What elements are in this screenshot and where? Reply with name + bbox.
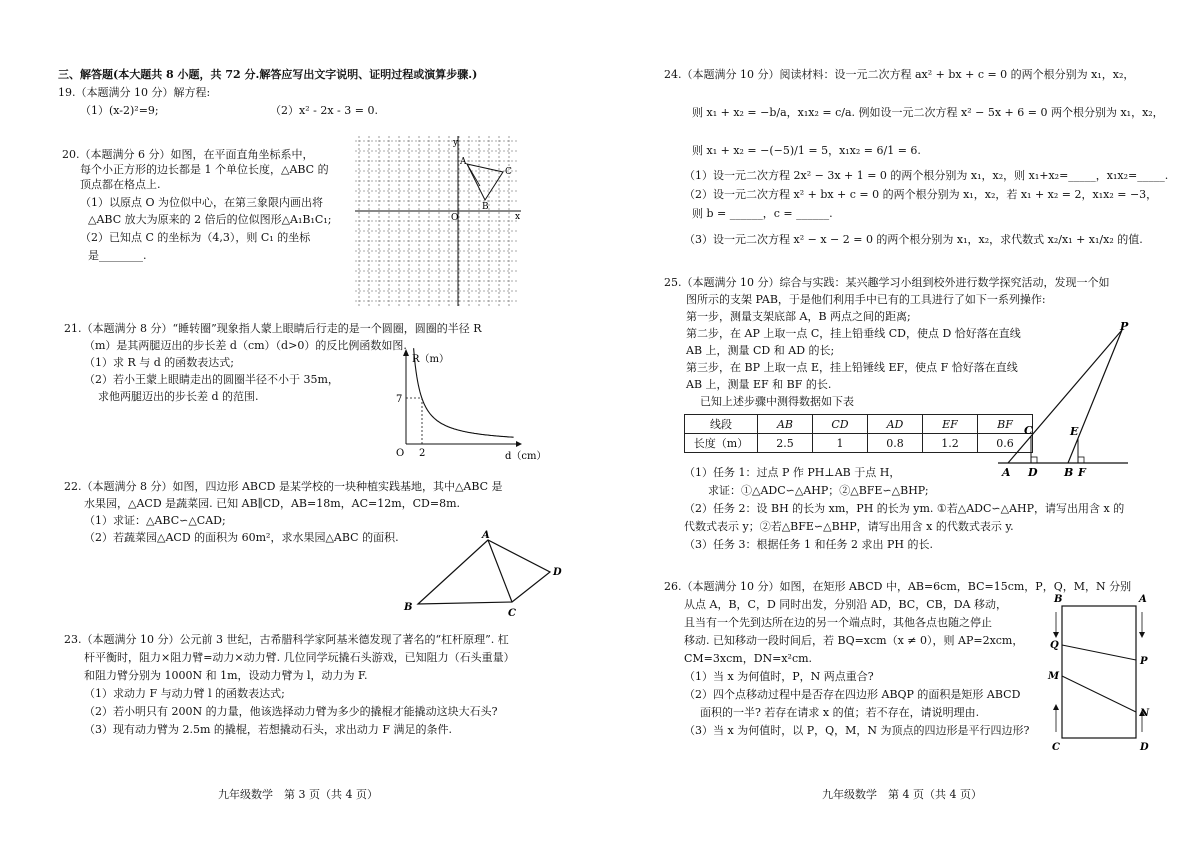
q20-grid-figure — [355, 136, 525, 308]
q20-line5: △ABC 放大为原来的 2 倍后的位似图形△A₁B₁C₁; — [88, 213, 332, 226]
q19-part2: （2）x² - 2x - 3 = 0. — [270, 104, 378, 117]
table-cell: EF — [923, 415, 978, 434]
label-b: B — [1054, 594, 1063, 605]
y-axis-label: y — [453, 138, 459, 148]
q24-line7: （3）设一元二次方程 x² − x − 2 = 0 的两个根分别为 x₁，x₂，求代数式 x₂/x₁ + x₁/x₂ 的值. — [684, 233, 1143, 246]
page-footer-4: 九年级数学 第 4 页（共 4 页） — [822, 788, 982, 801]
label-p: P — [1120, 320, 1129, 333]
q20-line4: （1）以原点 O 为位似中心，在第三象限内画出将 — [80, 196, 324, 209]
table-cell: 2.5 — [758, 434, 813, 453]
q22-line2: 水果园，△ACD 是蔬菜园. 已知 AB∥CD，AB=18m，AC=12m，CD=8m. — [84, 497, 461, 510]
origin-label: O — [451, 213, 459, 223]
table-cell: 1.2 — [923, 434, 978, 453]
label-q: Q — [1050, 640, 1059, 651]
q20-line3: 顶点都在格点上. — [80, 178, 161, 191]
point-a-label: A — [460, 157, 467, 167]
q21-line1: 21.（本题满分 8 分）“睡转圈”现象指人蒙上眼睛后行走的是一个圆圈，圆圈的半径 R — [64, 322, 482, 335]
q24-line1: 24.（本题满分 10 分）阅读材料：设一元二次方程 ax² + bx + c = 0 的两个根分别为 x₁，x₂， — [664, 68, 1135, 81]
table-cell: AB — [758, 415, 813, 434]
q25-line8: 已知上述步骤中测得数据如下表 — [700, 395, 854, 408]
q21-reciprocal-graph — [392, 344, 552, 464]
q25-support-frame — [998, 318, 1168, 478]
q25-line13: （3）任务 3：根据任务 1 和任务 2 求出 PH 的长. — [684, 538, 933, 551]
label-b: B — [404, 602, 413, 613]
diagonal-ac — [488, 540, 512, 602]
label-c: C — [508, 608, 516, 619]
q25-line2: 图所示的支架 PAB，于是他们利用手中已有的工具进行了如下一系列操作: — [686, 293, 1046, 306]
label-a: A — [1002, 466, 1011, 478]
label-d: D — [553, 567, 562, 578]
label-c: C — [1052, 742, 1060, 753]
q26-line1: 26.（本题满分 10 分）如图，在矩形 ABCD 中，AB=6cm，BC=15cm，P，Q，M，N 分别 — [664, 580, 1132, 593]
label-a: A — [1139, 594, 1147, 605]
q23-line6: （3）现有动力臂为 2.5m 的撬棍，若想撬动石头，求出动力 F 满足的条件. — [84, 723, 453, 736]
q24-line6: 则 b = ______，c = ______. — [692, 207, 833, 220]
segment-mn — [1062, 676, 1136, 712]
q26-line6: （1）当 x 为何值时，P，N 两点重合? — [684, 670, 874, 683]
r-axis-label: R（m） — [412, 354, 450, 365]
label-p: P — [1140, 656, 1148, 667]
q20-line2: 每个小正方形的边长都是 1 个单位长度，△ABC 的 — [80, 163, 329, 176]
table-header-row — [685, 415, 1033, 434]
line-bp — [1068, 330, 1122, 463]
q25-line5: AB 上，测量 CD 和 AD 的长; — [686, 344, 835, 357]
q19-title: 19.（本题满分 10 分）解方程: — [58, 86, 211, 99]
table-cell: 线段 — [685, 415, 758, 434]
q24-line2: 则 x₁ + x₂ = −b/a，x₁x₂ = c/a. 例如设一元二次方程 x² − 5x + 6 = 0 两个根分别为 x₁，x₂， — [692, 106, 1164, 119]
q26-rectangle-figure — [1046, 590, 1156, 754]
q25-line7: AB 上，测量 EF 和 BF 的长. — [686, 378, 832, 391]
q23-line4: （1）求动力 F 与动力臂 l 的函数表达式; — [84, 687, 285, 700]
table-cell: 长度（m） — [685, 434, 758, 453]
page-footer-3: 九年级数学 第 3 页（共 4 页） — [218, 788, 378, 801]
q21-line3: （1）求 R 与 d 的函数表达式; — [84, 356, 235, 369]
q23-line3: 和阻力臂分别为 1000N 和 1m，设动力臂为 l，动力为 F. — [84, 669, 368, 682]
q23-line2: 杆平衡时，阻力×阻力臂=动力×动力臂. 几位同学玩撬石头游戏，已知阻力（石头重量） — [84, 651, 515, 664]
quad-abcd — [418, 540, 550, 604]
q26-line7: （2）四个点移动过程中是否存在四边形 ABQP 的面积是矩形 ABCD — [684, 688, 1021, 701]
q25-line3: 第一步，测量支架底部 A，B 两点之间的距离; — [686, 310, 911, 323]
label-n: N — [1140, 708, 1150, 719]
q25-line4: 第二步，在 AP 上取一点 C，挂上铅垂线 CD，使点 D 恰好落在直线 — [686, 327, 1021, 340]
origin-label: O — [396, 448, 405, 459]
point-b-label: B — [482, 202, 489, 212]
q19-part1: （1）(x-2)²=9; — [80, 104, 159, 117]
q26-line5: CM=3xcm，DN=x²cm. — [684, 652, 813, 665]
label-e: E — [1070, 425, 1079, 438]
q26-line2: 从点 A，B，C，D 同时出发，分别沿 AD，BC，CB，DA 移动， — [684, 598, 1007, 611]
line-ap — [1008, 330, 1122, 463]
q25-line1: 25.（本题满分 10 分）综合与实践：某兴趣学习小组到校外进行数学探究活动，发现一个如 — [664, 276, 1110, 289]
table-row — [685, 434, 1033, 453]
q25-line12: 代数式表示 y；②若△BFE∽△BHP，请写出用含 x 的代数式表示 y. — [684, 520, 1014, 533]
q21-line5: 求他两腿迈出的步长差 d 的范围. — [98, 390, 259, 403]
triangle-abc — [467, 164, 503, 200]
q20-line1: 20.（本题满分 6 分）如图，在平面直角坐标系中， — [62, 148, 314, 161]
q23-line1: 23.（本题满分 10 分）公元前 3 世纪，古希腊科学家阿基米德发现了著名的“杠杆原理”. 杠 — [64, 633, 509, 646]
label-b: B — [1064, 466, 1074, 478]
label-d: D — [1028, 466, 1038, 478]
q22-line1: 22.（本题满分 8 分）如图，四边形 ABCD 是某学校的一块种植实践基地，其中△ABC 是 — [64, 480, 503, 493]
table-cell: 0.8 — [868, 434, 923, 453]
q26-line3: 且当有一个先到达所在边的另一个端点时，其他各点也随之停止 — [684, 616, 992, 629]
q24-line5: （2）设一元二次方程 x² + bx + c = 0 的两个根分别为 x₁，x₂，若 x₁ + x₂ = 2，x₁x₂ = −3， — [684, 188, 1158, 201]
q26-line4: 移动. 已知移动一段时间后，若 BQ=xcm（x ≠ 0），则 AP=2xcm， — [684, 634, 1024, 647]
exam-page-4 — [600, 0, 1200, 849]
table-cell: AD — [868, 415, 923, 434]
q20-line6: （2）已知点 C 的坐标为（4,3），则 C₁ 的坐标 — [80, 231, 311, 244]
q22-line3: （1）求证：△ABC∽△CAD; — [84, 514, 226, 527]
table-cell: CD — [813, 415, 868, 434]
q20-line7: 是________. — [88, 249, 147, 262]
q26-line9: （3）当 x 为何值时，以 P，Q，M，N 为顶点的四边形是平行四边形? — [684, 724, 1030, 737]
q22-quadrilateral — [398, 528, 568, 620]
section-header: 三、解答题(本大题共 8 小题，共 72 分.解答应写出文字说明、证明过程或演算步骤.) — [58, 68, 478, 81]
q25-measurement-table — [684, 414, 1033, 453]
table-cell: BF — [978, 415, 1033, 434]
d-axis-label: d（cm） — [505, 451, 547, 462]
tick-2: 2 — [419, 448, 426, 459]
q25-line11: （2）任务 2：设 BH 的长为 xm，PH 的长为 ym. ①若△ADC∽△AHP，请写出用含 x 的 — [684, 502, 1125, 515]
table-cell: 0.6 — [978, 434, 1033, 453]
q24-line3: 则 x₁ + x₂ = −(−5)/1 = 5，x₁x₂ = 6/1 = 6. — [692, 144, 921, 157]
x-axis-label: x — [515, 212, 521, 222]
tick-7: 7 — [396, 394, 403, 405]
label-c: C — [1024, 424, 1033, 437]
label-f: F — [1078, 466, 1086, 478]
label-m: M — [1048, 671, 1060, 682]
rect-abcd — [1062, 606, 1136, 738]
q25-line9: （1）任务 1：过点 P 作 PH⊥AB 于点 H， — [684, 466, 901, 479]
point-c-label: C — [505, 167, 512, 177]
q21-line2: （m）是其两腿迈出的步长差 d（cm）（d>0）的反比例函数如图. — [84, 339, 407, 352]
table-cell: 1 — [813, 434, 868, 453]
q26-line8: 面积的一半? 若存在请求 x 的值；若不存在，请说明理由. — [700, 706, 980, 719]
label-d: D — [1140, 742, 1149, 753]
q23-line5: （2）若小明只有 200N 的力量，他该选择动力臂为多少的撬棍才能撬动这块大石头? — [84, 705, 498, 718]
segment-qp — [1062, 645, 1136, 660]
q22-line4: （2）若蔬菜园△ACD 的面积为 60m²，求水果园△ABC 的面积. — [84, 531, 399, 544]
q24-line4: （1）设一元二次方程 2x² − 3x + 1 = 0 的两个根分别为 x₁，x₂，则 x₁+x₂=_____，x₁x₂=_____. — [684, 169, 1169, 182]
label-a: A — [482, 530, 490, 541]
q21-line4: （2）若小王蒙上眼睛走出的圆圈半径不小于 35m， — [84, 373, 339, 386]
q25-line6: 第三步，在 BP 上取一点 E，挂上铅锤线 EF，使点 F 恰好落在直线 — [686, 361, 1018, 374]
q25-line10: 求证：①△ADC∽△AHP；②△BFE∽△BHP; — [708, 484, 929, 497]
